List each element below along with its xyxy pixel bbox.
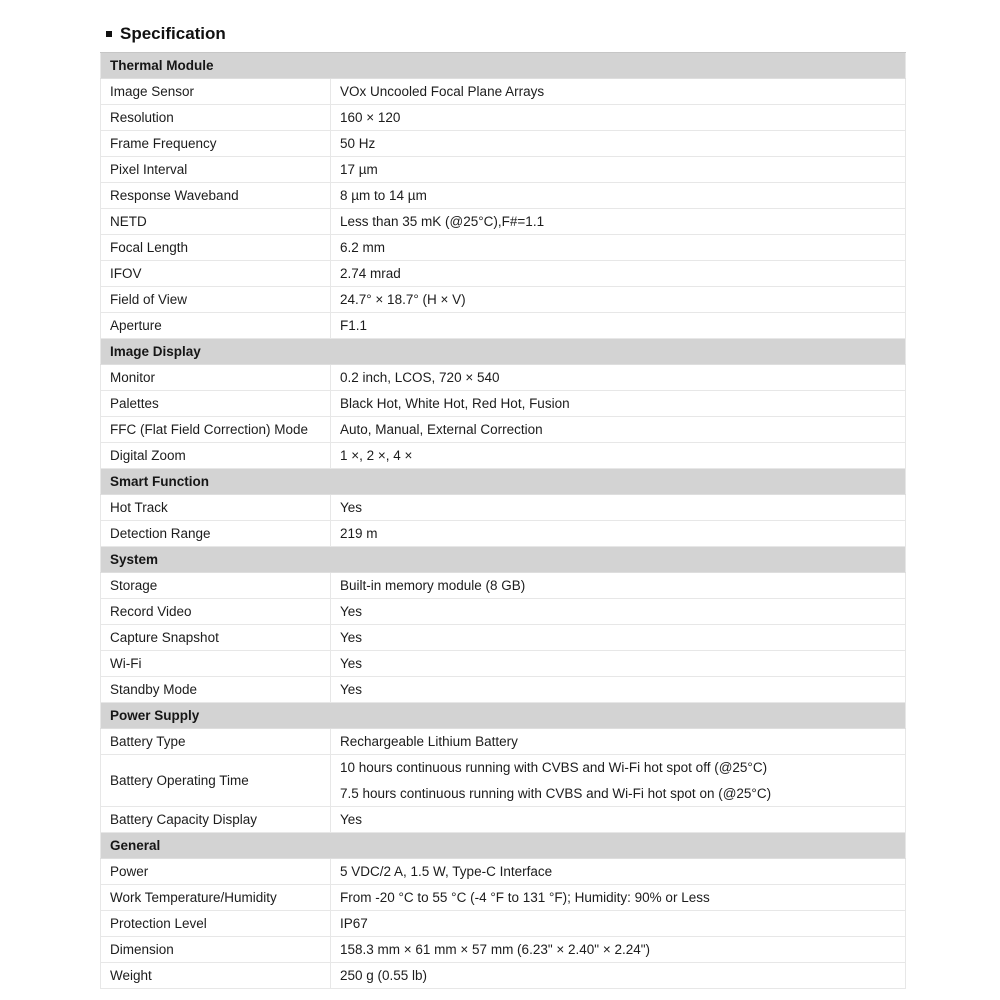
spec-label: Pixel Interval <box>101 157 331 183</box>
spec-value <box>331 651 906 677</box>
section-header: Power Supply <box>101 703 906 729</box>
table-row <box>101 521 906 547</box>
spec-value-line: 160 × 120 <box>340 110 401 125</box>
table-row <box>101 599 906 625</box>
spec-value-line: Auto, Manual, External Correction <box>340 422 543 437</box>
spec-value-line: 50 Hz <box>340 136 376 151</box>
table-row <box>101 235 906 261</box>
spec-value-line: 17 µm <box>340 162 378 177</box>
spec-label: Storage <box>101 573 331 599</box>
spec-value-line: Yes <box>340 812 363 827</box>
spec-value-line: Black Hot, White Hot, Red Hot, Fusion <box>340 396 570 411</box>
spec-value-line: Yes <box>340 500 363 515</box>
spec-label: Field of View <box>101 287 331 313</box>
table-row <box>101 105 906 131</box>
spec-value <box>331 183 906 209</box>
spec-value <box>331 443 906 469</box>
section-header-row <box>101 53 906 79</box>
spec-value <box>331 313 906 339</box>
spec-value-line: Yes <box>340 682 363 697</box>
spec-value-line: Rechargeable Lithium Battery <box>340 734 518 749</box>
spec-value <box>331 911 906 937</box>
spec-value <box>331 287 906 313</box>
spec-value-line: Yes <box>340 604 363 619</box>
spec-value-line: 158.3 mm × 61 mm × 57 mm (6.23" × 2.40" × 2.24") <box>340 942 651 957</box>
table-row <box>101 157 906 183</box>
spec-value <box>331 573 906 599</box>
table-row <box>101 677 906 703</box>
spec-label: Image Sensor <box>101 79 331 105</box>
spec-label: Battery Type <box>101 729 331 755</box>
spec-value-line: 5 VDC/2 A, 1.5 W, Type-C Interface <box>340 864 553 879</box>
spec-value-line: VOx Uncooled Focal Plane Arrays <box>340 84 545 99</box>
spec-label: Focal Length <box>101 235 331 261</box>
table-row <box>101 625 906 651</box>
spec-label: Response Waveband <box>101 183 331 209</box>
spec-value <box>331 391 906 417</box>
spec-label: Capture Snapshot <box>101 625 331 651</box>
table-row <box>101 131 906 157</box>
table-row <box>101 79 906 105</box>
spec-value <box>331 599 906 625</box>
spec-label: Monitor <box>101 365 331 391</box>
spec-value <box>331 859 906 885</box>
spec-value <box>331 79 906 105</box>
spec-value-line: 250 g (0.55 lb) <box>340 968 428 983</box>
spec-value <box>331 365 906 391</box>
section-header: Thermal Module <box>101 53 906 79</box>
spec-value <box>331 417 906 443</box>
spec-table <box>100 52 906 989</box>
spec-label: Work Temperature/Humidity <box>101 885 331 911</box>
section-header-row <box>101 469 906 495</box>
table-row <box>101 807 906 833</box>
spec-label: Hot Track <box>101 495 331 521</box>
page-title <box>106 24 906 44</box>
spec-label: Dimension <box>101 937 331 963</box>
table-row <box>101 183 906 209</box>
spec-page <box>100 24 906 989</box>
spec-value <box>331 105 906 131</box>
spec-label: Digital Zoom <box>101 443 331 469</box>
spec-value-line: 10 hours continuous running with CVBS and Wi-Fi hot spot off (@25°C) <box>340 760 768 775</box>
spec-value-line: Less than 35 mK (@25°C),F#=1.1 <box>340 214 545 229</box>
spec-value-line: From -20 °C to 55 °C (-4 °F to 131 °F); Humidity: 90% or Less <box>340 890 710 905</box>
spec-value <box>331 235 906 261</box>
table-row <box>101 937 906 963</box>
spec-label: Power <box>101 859 331 885</box>
spec-value-line: IP67 <box>340 916 368 931</box>
spec-label: Detection Range <box>101 521 331 547</box>
spec-label: Palettes <box>101 391 331 417</box>
spec-value <box>331 261 906 287</box>
spec-value-line: Built-in memory module (8 GB) <box>340 578 526 593</box>
section-header: Smart Function <box>101 469 906 495</box>
spec-label: Protection Level <box>101 911 331 937</box>
spec-label: Weight <box>101 963 331 989</box>
spec-value-line: 8 µm to 14 µm <box>340 188 427 203</box>
spec-value-line: F1.1 <box>340 318 368 333</box>
spec-value-line: Yes <box>340 630 363 645</box>
section-header: System <box>101 547 906 573</box>
spec-value <box>331 963 906 989</box>
spec-label: Wi-Fi <box>101 651 331 677</box>
table-row <box>101 287 906 313</box>
spec-value <box>331 937 906 963</box>
spec-value-line: 6.2 mm <box>340 240 386 255</box>
spec-value <box>331 209 906 235</box>
table-row <box>101 313 906 339</box>
table-row <box>101 573 906 599</box>
table-row <box>101 417 906 443</box>
table-row <box>101 209 906 235</box>
spec-value-line: 219 m <box>340 526 378 541</box>
spec-label: IFOV <box>101 261 331 287</box>
spec-label: FFC (Flat Field Correction) Mode <box>101 417 331 443</box>
section-header-row <box>101 833 906 859</box>
spec-label: Standby Mode <box>101 677 331 703</box>
bullet-square-icon <box>106 31 112 37</box>
section-header-row <box>101 547 906 573</box>
spec-value <box>331 157 906 183</box>
section-header-row <box>101 703 906 729</box>
table-row <box>101 729 906 755</box>
table-row <box>101 443 906 469</box>
table-row <box>101 495 906 521</box>
spec-label: NETD <box>101 209 331 235</box>
spec-value-line: 0.2 inch, LCOS, 720 × 540 <box>340 370 500 385</box>
spec-value-line: 24.7° × 18.7° (H × V) <box>340 292 466 307</box>
spec-value-line: 1 ×, 2 ×, 4 × <box>340 448 413 463</box>
spec-value <box>331 729 906 755</box>
section-header-row <box>101 339 906 365</box>
spec-label: Record Video <box>101 599 331 625</box>
spec-label: Frame Frequency <box>101 131 331 157</box>
spec-value <box>331 755 906 807</box>
section-header: Image Display <box>101 339 906 365</box>
spec-value <box>331 625 906 651</box>
table-row <box>101 911 906 937</box>
table-row <box>101 365 906 391</box>
spec-label: Resolution <box>101 105 331 131</box>
spec-value <box>331 131 906 157</box>
spec-value-line: Yes <box>340 656 363 671</box>
spec-label: Battery Capacity Display <box>101 807 331 833</box>
page-title-text: Specification <box>120 24 226 43</box>
table-row <box>101 859 906 885</box>
spec-value <box>331 885 906 911</box>
spec-label: Battery Operating Time <box>101 755 331 807</box>
spec-value <box>331 521 906 547</box>
spec-table-body <box>101 53 906 989</box>
spec-value <box>331 807 906 833</box>
spec-value-line: 7.5 hours continuous running with CVBS and Wi-Fi hot spot on (@25°C) <box>340 786 772 801</box>
table-row <box>101 261 906 287</box>
spec-label: Aperture <box>101 313 331 339</box>
spec-value-line: 2.74 mrad <box>340 266 401 281</box>
table-row <box>101 651 906 677</box>
table-row <box>101 885 906 911</box>
spec-value <box>331 495 906 521</box>
table-row <box>101 755 906 807</box>
table-row <box>101 391 906 417</box>
table-row <box>101 963 906 989</box>
section-header: General <box>101 833 906 859</box>
spec-value <box>331 677 906 703</box>
